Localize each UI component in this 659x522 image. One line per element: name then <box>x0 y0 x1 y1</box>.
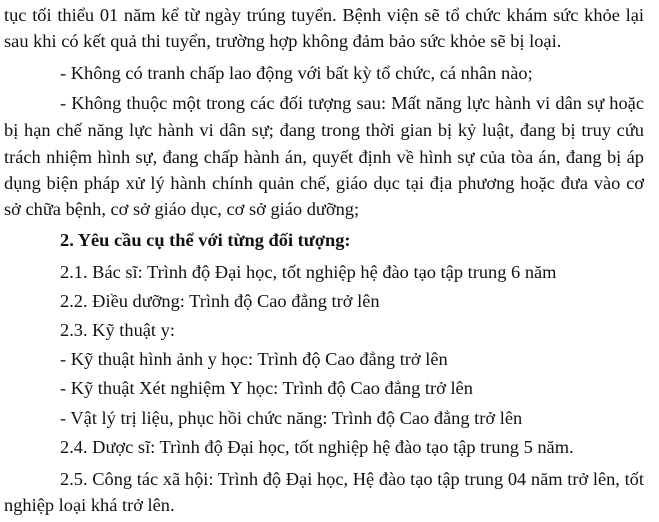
list-item: - Vật lý trị liệu, phục hồi chức năng: Trình độ Cao đẳng trở lên <box>60 407 523 428</box>
text-line: bị hạn chế năng lực hành vi dân sự; đang trong thời gian bị kỷ luật, đang bị truy cứu <box>4 120 644 141</box>
list-item: - Kỹ thuật Xét nghiệm Y học: Trình độ Cao đẳng trở lên <box>60 378 473 398</box>
text-line: nghiệp loại khá trở lên. <box>4 495 175 515</box>
text-line: tục tối thiểu 01 năm kể từ ngày trúng tuyển. Bệnh viện sẽ tổ chức khám sức khỏe lại <box>4 5 644 25</box>
text-line: dụng biện pháp xử lý hành chính quản chế, giáo dục tại địa phương hoặc đưa vào cơ <box>4 172 644 193</box>
list-item: 2.1. Bác sĩ: Trình độ Đại học, tốt nghiệp hệ đào tạo tập trung 6 năm <box>60 261 557 282</box>
text-line: sở chữa bệnh, cơ sở giáo dục, cơ sở giáo dưỡng; <box>4 198 360 219</box>
list-item: - Kỹ thuật hình ảnh y học: Trình độ Cao đẳng trở lên <box>60 349 448 370</box>
list-item: 2.4. Dược sĩ: Trình độ Đại học, tốt nghiệp hệ đào tạo tập trung 5 năm. <box>60 437 574 458</box>
text-line: sau khi có kết quả thi tuyển, trường hợp không đảm bảo sức khỏe sẽ bị loại. <box>4 31 562 52</box>
list-item: - Không thuộc một trong các đối tượng sau: Mất năng lực hành vi dân sự hoặc <box>60 93 644 114</box>
text-line: trách nhiệm hình sự, đang chấp hành án, quyết định về hình sự của tòa án, đang bị áp <box>4 146 644 167</box>
list-item: - Không có tranh chấp lao động với bất kỳ tổ chức, cá nhân nào; <box>60 62 533 83</box>
list-item: 2.2. Điều dưỡng: Trình độ Cao đẳng trở lên <box>60 290 380 311</box>
list-item: 2.5. Công tác xã hội: Trình độ Đại học, Hệ đào tạo tập trung 04 năm trở lên, tốt <box>60 468 644 489</box>
section-heading: 2. Yêu cầu cụ thể với từng đối tượng: <box>60 230 351 251</box>
list-item: 2.3. Kỹ thuật y: <box>60 320 175 341</box>
